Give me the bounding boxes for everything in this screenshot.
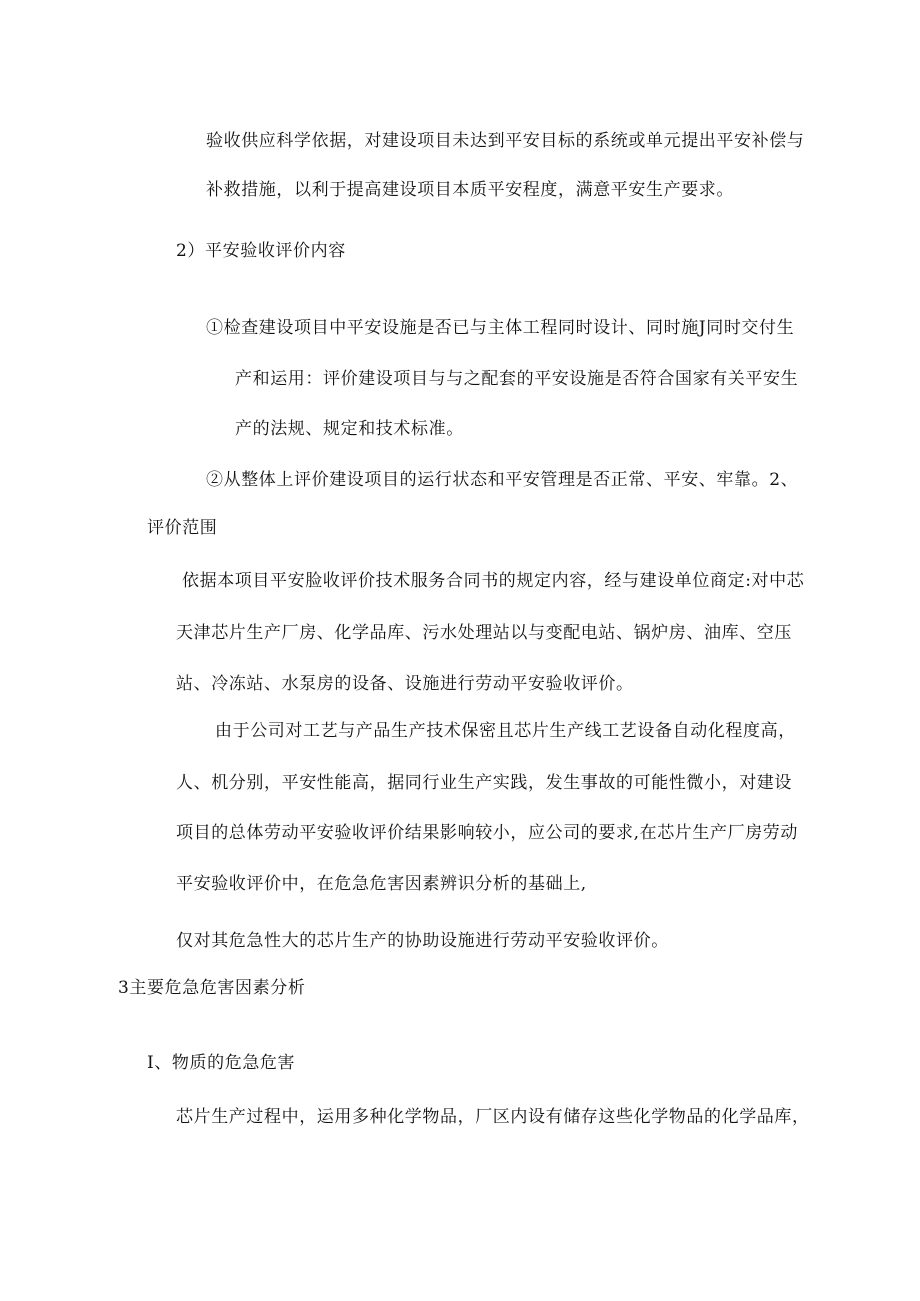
subsection-heading: I、物质的危急危害 <box>147 1053 296 1073</box>
body-text-line: 项目的总体劳动平安验收评价结果影响较小，应公司的要求,在芯片生产厂房劳动 <box>176 823 799 843</box>
list-item-continuation: 产的法规、规定和技术标准。 <box>235 419 464 439</box>
body-text-line: 天津芯片生产厂房、化学品库、污水处理站以与变配电站、锅炉房、油库、空压 <box>176 623 792 643</box>
body-text-line: 验收供应科学依据，对建设项目未达到平安目标的系统或单元提出平安补偿与 <box>206 131 805 151</box>
body-text-line: 补救措施，以利于提高建设项目本质平安程度，满意平安生产要求。 <box>206 180 734 200</box>
body-text-line: 芯片生产过程中，运用多种化学物品，厂区内设有储存这些化学物品的化学品库， <box>176 1107 810 1127</box>
body-text-line: 仅对其危急性大的芯片生产的协助设施进行劳动平安验收评价。 <box>176 931 669 951</box>
list-item-first-line: ②从整体上评价建设项目的运行状态和平安管理是否正常、平安、牢靠。2、 <box>206 470 799 490</box>
list-item-first-line: ①检查建设项目中平安设施是否已与主体工程同时设计、同时施J同时交付生 <box>206 318 795 338</box>
body-text-line: 站、冷冻站、水泵房的设备、设施进行劳动平安验收评价。 <box>176 674 634 694</box>
body-text-line: 人、机分别，平安性能高，据同行业生产实践，发生事故的可能性微小，对建设 <box>176 773 792 793</box>
body-text-line: 依据本项目平安脸收评价技术服务合同书的规定内容，经与建设单位商定:对中芯 <box>182 571 805 591</box>
body-text-line: 平安验收评价中，在危急危害因素辨识分析的基础上, <box>176 874 587 894</box>
list-item-continuation: 产和运用：评价建设项目与与之配套的平安设施是否符合国家有关平安生 <box>235 369 799 389</box>
subsection-heading: 2）平安验收评价内容 <box>176 241 346 261</box>
section-heading: 评价范围 <box>147 518 218 538</box>
section-heading: 3主要危急危害因素分析 <box>118 978 306 998</box>
body-text-line: 由于公司对工艺与产品生产技术保密且芯片生产线工艺设备自动化程度高， <box>215 721 796 741</box>
